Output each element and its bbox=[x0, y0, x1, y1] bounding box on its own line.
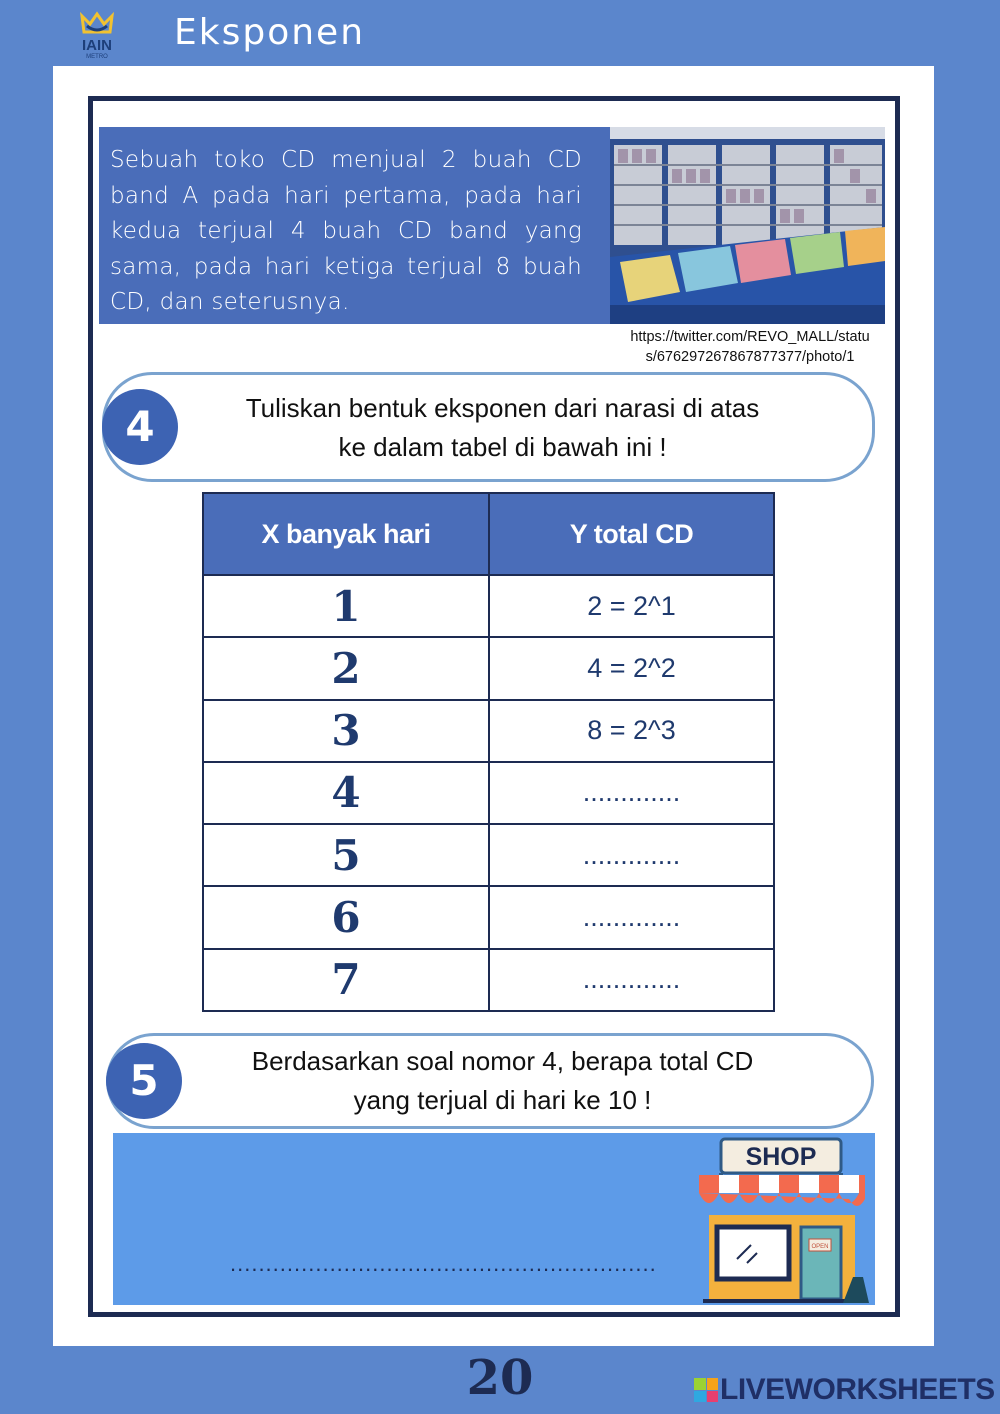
open-sign-text: OPEN bbox=[811, 1244, 829, 1250]
header bbox=[0, 0, 1000, 66]
y-cell: 2 = 2^1 bbox=[489, 575, 774, 637]
page-title: Eksponen bbox=[174, 12, 366, 53]
question-4-text bbox=[200, 389, 805, 467]
table-row bbox=[203, 886, 774, 948]
table-header-row bbox=[203, 493, 774, 575]
liveworksheets-logo bbox=[694, 1374, 995, 1406]
cd-store-photo bbox=[610, 127, 885, 324]
page-number: 20 bbox=[466, 1350, 534, 1406]
table-row bbox=[203, 762, 774, 824]
y-answer-blank[interactable]: ............. bbox=[489, 824, 774, 886]
question-5-text bbox=[205, 1042, 800, 1120]
question-4-line-1: Tuliskan bentuk eksponen dari narasi di atas bbox=[245, 393, 760, 423]
x-cell: 3 bbox=[203, 700, 489, 762]
question-4-number: 4 bbox=[102, 389, 178, 465]
table-row bbox=[203, 824, 774, 886]
x-cell: 6 bbox=[203, 886, 489, 948]
question-5-number: 5 bbox=[106, 1043, 182, 1119]
shop-sign-text: SHOP bbox=[745, 1143, 817, 1171]
photo-credit-line-2: s/676297267867877377/photo/1 bbox=[645, 349, 855, 365]
shop-illustration bbox=[697, 1135, 873, 1305]
header-x-banyak-hari: X banyak hari bbox=[203, 493, 489, 575]
logo-text: IAIN bbox=[82, 37, 112, 54]
y-answer-blank[interactable]: ............. bbox=[489, 762, 774, 824]
iain-metro-logo bbox=[72, 8, 122, 60]
table-row bbox=[203, 949, 774, 1011]
liveworksheets-mark-icon bbox=[694, 1378, 718, 1402]
question-5-line-2: yang terjual di hari ke 10 ! bbox=[353, 1085, 652, 1115]
x-cell: 1 bbox=[203, 575, 489, 637]
photo-credit-line-1: https://twitter.com/REVO_MALL/statu bbox=[630, 329, 870, 345]
story-text: Sebuah toko CD menjual 2 buah CD band A pada hari pertama, pada hari kedua terjual 4 buah CD band yang sama, pada hari ketiga terjual 8 buah CD, dan seterusnya. bbox=[99, 127, 610, 324]
table-row bbox=[203, 637, 774, 699]
answer-blank[interactable]: ............................................................ bbox=[230, 1251, 657, 1276]
table-row bbox=[203, 575, 774, 637]
exponent-table bbox=[202, 492, 775, 1012]
x-cell: 2 bbox=[203, 637, 489, 699]
x-cell: 5 bbox=[203, 824, 489, 886]
y-cell: 4 = 2^2 bbox=[489, 637, 774, 699]
photo-credit bbox=[610, 327, 890, 367]
answer-area bbox=[113, 1133, 875, 1305]
question-4-line-2: ke dalam tabel di bawah ini ! bbox=[338, 432, 667, 462]
x-cell: 4 bbox=[203, 762, 489, 824]
y-answer-blank[interactable]: ............. bbox=[489, 949, 774, 1011]
header-y-total-cd: Y total CD bbox=[489, 493, 774, 575]
x-cell: 7 bbox=[203, 949, 489, 1011]
y-cell: 8 = 2^3 bbox=[489, 700, 774, 762]
y-answer-blank[interactable]: ............. bbox=[489, 886, 774, 948]
question-5-line-1: Berdasarkan soal nomor 4, berapa total CD bbox=[251, 1046, 754, 1076]
liveworksheets-brand-text: LIVEWORKSHEETS bbox=[720, 1373, 995, 1406]
table-row bbox=[203, 700, 774, 762]
logo-subtext: METRO bbox=[86, 54, 108, 60]
